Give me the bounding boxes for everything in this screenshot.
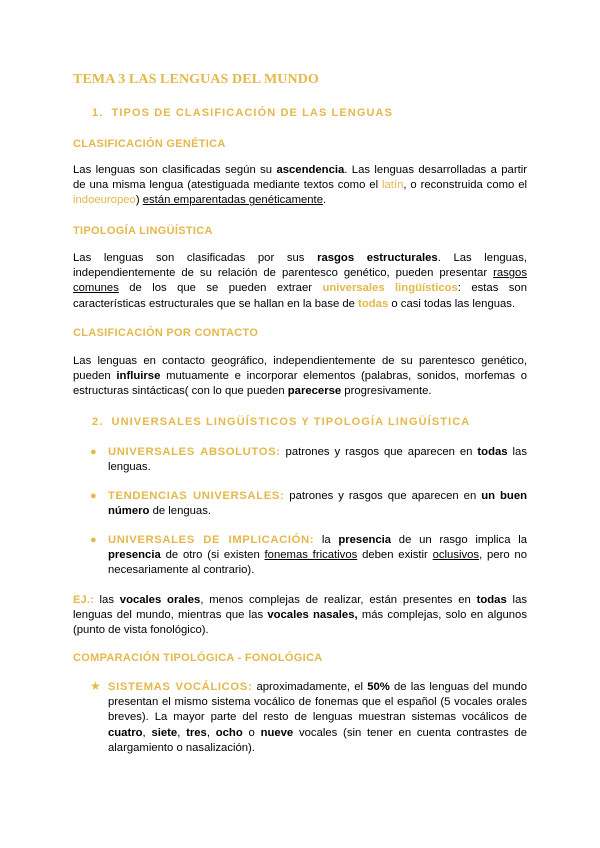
text-run: la: [314, 534, 339, 546]
bullet-label: UNIVERSALES DE IMPLICACIÓN:: [108, 534, 315, 546]
section-1-title: TIPOS DE CLASIFICACIÓN DE LAS LENGUAS: [111, 107, 394, 119]
contacto-paragraph: [73, 354, 527, 400]
bullet-universales-implicacion: [90, 533, 527, 579]
highlight-run: latín: [382, 179, 404, 192]
bullet-text: [108, 533, 527, 579]
highlight-run: indoeuropeo: [73, 194, 136, 207]
text-run: patrones y rasgos que aparecen en: [280, 446, 478, 458]
section-2-title: UNIVERSALES LINGÜÍSTICOS Y TIPOLOGÍA LINGÜÍSTICA: [111, 416, 471, 428]
tipologia-paragraph: [73, 251, 527, 312]
text-run: , o reconstruida como el: [403, 179, 528, 192]
bullet-text: [108, 445, 527, 475]
underline-run: están emparentadas genéticamente: [142, 194, 323, 207]
underline-run: oclusivos: [432, 549, 480, 562]
section-2-heading: [92, 416, 470, 428]
bold-run: presencia: [108, 549, 161, 562]
bold-run: todas: [476, 594, 507, 606]
bullet-label: TENDENCIAS UNIVERSALES:: [108, 490, 285, 502]
text-run: vocales (sin tener en cuenta contrastes de alargamiento o nasalización).: [108, 726, 527, 754]
bold-run: un buen número: [108, 490, 527, 518]
text-run: .: [322, 194, 327, 207]
text-run: , pero no necesariamente al contrario).: [108, 549, 528, 577]
highlight-run: universales lingüísticos: [322, 282, 458, 295]
text-run: ,: [142, 726, 152, 739]
bold-run: todas: [477, 446, 508, 458]
text-run: o: [242, 726, 261, 739]
text-run: de los que se pueden extraer: [118, 282, 323, 295]
document-title: TEMA 3 LAS LENGUAS DEL MUNDO: [73, 72, 319, 87]
bullet-dot-icon: ●: [90, 490, 97, 502]
highlight-run: todas: [358, 297, 389, 310]
example-label: EJ.:: [73, 594, 94, 606]
text-run: Las lenguas son clasificadas según su: [73, 164, 277, 176]
text-run: . Las lenguas desarrolladas a partir de una misma lengua (atestiguada mediante textos como el: [73, 164, 527, 192]
section-1-number: 1.: [92, 107, 104, 119]
bold-run: influirse: [116, 370, 161, 383]
bold-run: siete: [151, 726, 178, 739]
bold-run: ocho: [215, 726, 243, 739]
text-run: deben existir: [357, 549, 433, 562]
bold-run: 50%: [367, 681, 390, 693]
text-run: de otro (si existen: [160, 549, 265, 562]
example-paragraph: [73, 593, 527, 639]
bold-run: tres: [186, 726, 207, 739]
text-run: aproximadamente, el: [252, 681, 368, 693]
bold-run: vocales nasales,: [267, 609, 358, 622]
section-1-heading: [92, 107, 393, 119]
bullet-label: UNIVERSALES ABSOLUTOS:: [108, 446, 281, 458]
text-run: ,: [206, 726, 216, 739]
text-run: mutuamente e incorporar elementos (palabras, sonidos, morfemas o estructuras sintácticas( con lo que pueden: [73, 370, 527, 398]
text-run: de las lenguas del mundo presentan el mismo sistema vocálico de fonemas que el español (5 vocales orales breves). La mayor parte del resto de lenguas muestran sistemas vocálicos de: [108, 681, 527, 724]
text-run: progresivamente.: [341, 385, 432, 398]
text-run: Las lenguas son clasificadas por sus: [73, 252, 318, 264]
bold-run: ascendencia: [276, 164, 345, 176]
text-run: más complejas, solo en algunos (punto de vista fonológico).: [73, 609, 527, 637]
bullet-dot-icon: ●: [90, 534, 97, 546]
genetica-heading: CLASIFICACIÓN GENÉTICA: [73, 138, 226, 150]
text-run: : estas son características estructurales que se hallan en la base de: [73, 282, 527, 310]
underline-run: rasgos comunes: [73, 267, 527, 295]
text-run: ,: [177, 726, 187, 739]
text-run: , menos complejas de realizar, están presentes en: [200, 594, 477, 606]
contacto-heading: CLASIFICACIÓN POR CONTACTO: [73, 327, 259, 339]
text-run: de lenguas.: [149, 505, 211, 518]
text-run: Las lenguas en contacto geográfico, independientemente de su parentesco genético, pueden: [73, 355, 527, 383]
bullet-label: SISTEMAS VOCÁLICOS:: [108, 681, 253, 693]
bullet-text: [108, 489, 527, 519]
bold-run: nueve: [260, 726, 294, 739]
star-icon: ★: [90, 679, 101, 693]
bullet-sistemas-vocalicos: [90, 680, 527, 756]
bold-run: rasgos estructurales: [317, 252, 438, 264]
bold-run: vocales orales: [119, 594, 201, 606]
text-run: las lenguas.: [108, 446, 527, 474]
text-run: patrones y rasgos que aparecen en: [284, 490, 482, 502]
text-run: de un rasgo implica la: [391, 534, 527, 546]
text-run: ): [135, 194, 143, 207]
bullet-tendencias-universales: [90, 489, 527, 519]
section-2-number: 2.: [92, 416, 104, 428]
text-run: . Las lenguas, independientemente de su relación de parentesco genético, pueden presentar: [73, 252, 528, 280]
bold-run: cuatro: [108, 726, 143, 739]
genetica-paragraph: [73, 163, 527, 209]
bold-run: presencia: [338, 534, 392, 546]
bullet-text: [108, 680, 527, 756]
text-run: las lenguas del mundo, mientras que las: [73, 594, 527, 622]
bullet-universales-absolutos: [90, 445, 527, 475]
bold-run: parecerse: [287, 385, 342, 398]
text-run: o casi todas las lenguas.: [388, 297, 516, 310]
underline-run: fonemas fricativos: [264, 549, 358, 562]
tipologia-heading: TIPOLOGÍA LINGÜÍSTICA: [73, 225, 213, 237]
comparacion-heading: COMPARACIÓN TIPOLÓGICA - FONOLÓGICA: [73, 652, 323, 664]
text-run: las: [93, 594, 120, 606]
bullet-dot-icon: ●: [90, 446, 97, 458]
